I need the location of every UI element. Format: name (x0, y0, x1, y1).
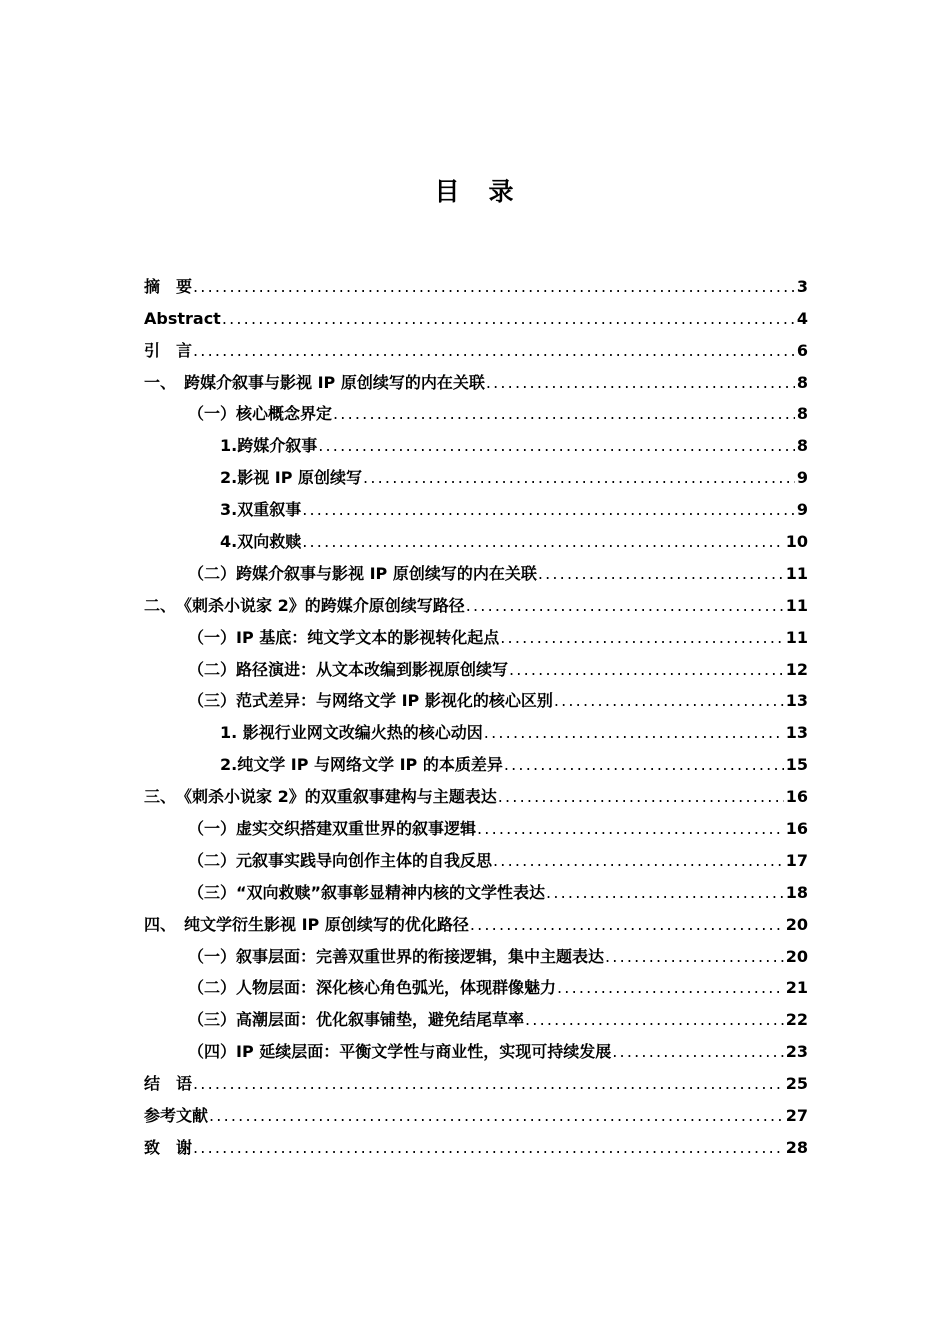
toc-entry-label: 4.双向救赎 (220, 532, 302, 552)
toc-dot-leader (192, 341, 795, 361)
page-title: 目 录 (434, 177, 516, 206)
toc-entry (144, 424, 808, 456)
toc-dot-leader (499, 628, 783, 648)
toc-entry-page-number: 8 (796, 404, 808, 424)
toc-entry-page-number: 22 (785, 1010, 808, 1030)
toc-entry-label: 致 谢 (144, 1137, 193, 1157)
toc-entry-page-number: 23 (785, 1042, 808, 1062)
toc-entry (144, 839, 808, 871)
toc-entry (144, 520, 808, 552)
toc-entry (144, 871, 808, 903)
toc-entry-page-number: 18 (785, 882, 808, 902)
toc-dot-leader (524, 1010, 784, 1030)
toc-dot-leader (362, 468, 795, 488)
toc-dot-leader (611, 1042, 783, 1062)
toc-entry-label: 1.跨媒介叙事 (220, 436, 318, 456)
toc-entry-page-number: 28 (785, 1137, 808, 1157)
toc-entry (144, 1094, 808, 1126)
toc-entry-page-number: 11 (785, 627, 808, 647)
toc-entry (144, 807, 808, 839)
toc-dot-leader (553, 691, 784, 711)
toc-entry-page-number: 13 (785, 691, 808, 711)
toc-entry-page-number: 20 (785, 946, 808, 966)
toc-entry (144, 967, 808, 999)
toc-entry (144, 1030, 808, 1062)
toc-dot-leader (192, 277, 795, 297)
toc-entry (144, 775, 808, 807)
toc-entry-label: 结 语 (144, 1074, 193, 1094)
toc-entry-label: （一）IP 基底：纯文学文本的影视转化起点 (188, 627, 500, 647)
toc-dot-leader (508, 660, 784, 680)
toc-dot-leader (192, 1074, 784, 1094)
toc-entry-page-number: 13 (785, 723, 808, 743)
toc-entry-label: （三）“双向救赎”叙事彰显精神内核的文学性表达 (188, 882, 546, 902)
toc-entry (144, 361, 808, 393)
toc-entry-page-number: 16 (785, 787, 808, 807)
toc-list (144, 265, 808, 1158)
toc-entry-page-number: 25 (785, 1074, 808, 1094)
toc-entry (144, 393, 808, 425)
toc-entry-page-number: 9 (796, 500, 808, 520)
toc-entry (144, 265, 808, 297)
toc-entry-label: 二、 《刺杀小说家 2》的跨媒介原创续写路径 (144, 595, 465, 615)
toc-dot-leader (317, 436, 795, 456)
toc-entry-page-number: 11 (785, 563, 808, 583)
toc-entry-label: （二）跨媒介叙事与影视 IP 原创续写的内在关联 (188, 563, 537, 583)
toc-entry-page-number: 16 (785, 819, 808, 839)
toc-dot-leader (483, 723, 784, 743)
toc-entry (144, 998, 808, 1030)
toc-dot-leader (556, 978, 784, 998)
toc-entry-label: （三）范式差异：与网络文学 IP 影视化的核心区别 (188, 691, 553, 711)
toc-entry-page-number: 12 (785, 659, 808, 679)
toc-entry-label: 一、 跨媒介叙事与影视 IP 原创续写的内在关联 (144, 372, 485, 392)
toc-dot-leader (497, 787, 784, 807)
toc-entry (144, 488, 808, 520)
toc-dot-leader (301, 500, 795, 520)
toc-dot-leader (503, 755, 784, 775)
toc-entry-page-number: 17 (785, 850, 808, 870)
toc-entry (144, 935, 808, 967)
toc-entry (144, 329, 808, 361)
toc-entry-label: 3.双重叙事 (220, 500, 302, 520)
toc-entry-page-number: 10 (785, 532, 808, 552)
toc-entry (144, 711, 808, 743)
toc-dot-leader (476, 819, 784, 839)
toc-entry-page-number: 6 (796, 340, 808, 360)
toc-entry-label: （二）人物层面：深化核心角色弧光，体现群像魅力 (188, 978, 557, 998)
toc-entry-label: 2.纯文学 IP 与网络文学 IP 的本质差异 (220, 755, 503, 775)
toc-dot-leader (332, 404, 795, 424)
toc-entry-label: 三、 《刺杀小说家 2》的双重叙事建构与主题表达 (144, 787, 497, 807)
toc-entry (144, 648, 808, 680)
toc-dot-leader (221, 309, 795, 329)
toc-entry (144, 743, 808, 775)
toc-dot-leader (208, 1106, 784, 1126)
toc-entry (144, 1126, 808, 1158)
toc-entry-page-number: 9 (796, 468, 808, 488)
toc-dot-leader (465, 596, 784, 616)
toc-entry-label: （一）虚实交织搭建双重世界的叙事逻辑 (188, 819, 477, 839)
toc-entry-page-number: 11 (785, 595, 808, 615)
toc-entry-page-number: 20 (785, 914, 808, 934)
toc-dot-leader (492, 851, 784, 871)
toc-dot-leader (604, 947, 784, 967)
toc-entry-page-number: 8 (796, 436, 808, 456)
toc-entry-label: 摘 要 (144, 276, 193, 296)
toc-dot-leader (469, 915, 784, 935)
toc-entry-label: 2.影视 IP 原创续写 (220, 468, 363, 488)
toc-entry-page-number: 21 (785, 978, 808, 998)
toc-entry (144, 616, 808, 648)
toc-entry (144, 680, 808, 712)
toc-entry (144, 584, 808, 616)
toc-entry-label: （二）路径演进：从文本改编到影视原创续写 (188, 659, 509, 679)
toc-entry-label: 参考文献 (144, 1106, 209, 1126)
toc-entry-label: （二）元叙事实践导向创作主体的自我反思 (188, 850, 493, 870)
toc-entry-label: Abstract (144, 308, 221, 328)
toc-entry (144, 297, 808, 329)
toc-dot-leader (301, 532, 784, 552)
toc-dot-leader (537, 564, 784, 584)
toc-entry-label: （一）叙事层面：完善双重世界的衔接逻辑，集中主题表达 (188, 946, 605, 966)
toc-entry-page-number: 27 (785, 1106, 808, 1126)
toc-entry (144, 903, 808, 935)
toc-entry-page-number: 4 (796, 308, 808, 328)
toc-entry (144, 456, 808, 488)
toc-entry-label: （一）核心概念界定 (188, 404, 333, 424)
toc-entry-page-number: 3 (796, 276, 808, 296)
toc-entry-label: （三）高潮层面：优化叙事铺垫，避免结尾草率 (188, 1010, 525, 1030)
toc-entry-page-number: 8 (796, 372, 808, 392)
toc-entry-label: （四）IP 延续层面：平衡文学性与商业性，实现可持续发展 (188, 1042, 612, 1062)
toc-dot-leader (192, 1138, 784, 1158)
toc-entry (144, 552, 808, 584)
toc-entry-label: 1. 影视行业网文改编火热的核心动因 (220, 723, 483, 743)
toc-entry-page-number: 15 (785, 755, 808, 775)
toc-entry (144, 1062, 808, 1094)
toc-dot-leader (545, 883, 784, 903)
toc-dot-leader (485, 373, 795, 393)
toc-entry-label: 引 言 (144, 340, 193, 360)
toc-entry-label: 四、 纯文学衍生影视 IP 原创续写的优化路径 (144, 914, 469, 934)
